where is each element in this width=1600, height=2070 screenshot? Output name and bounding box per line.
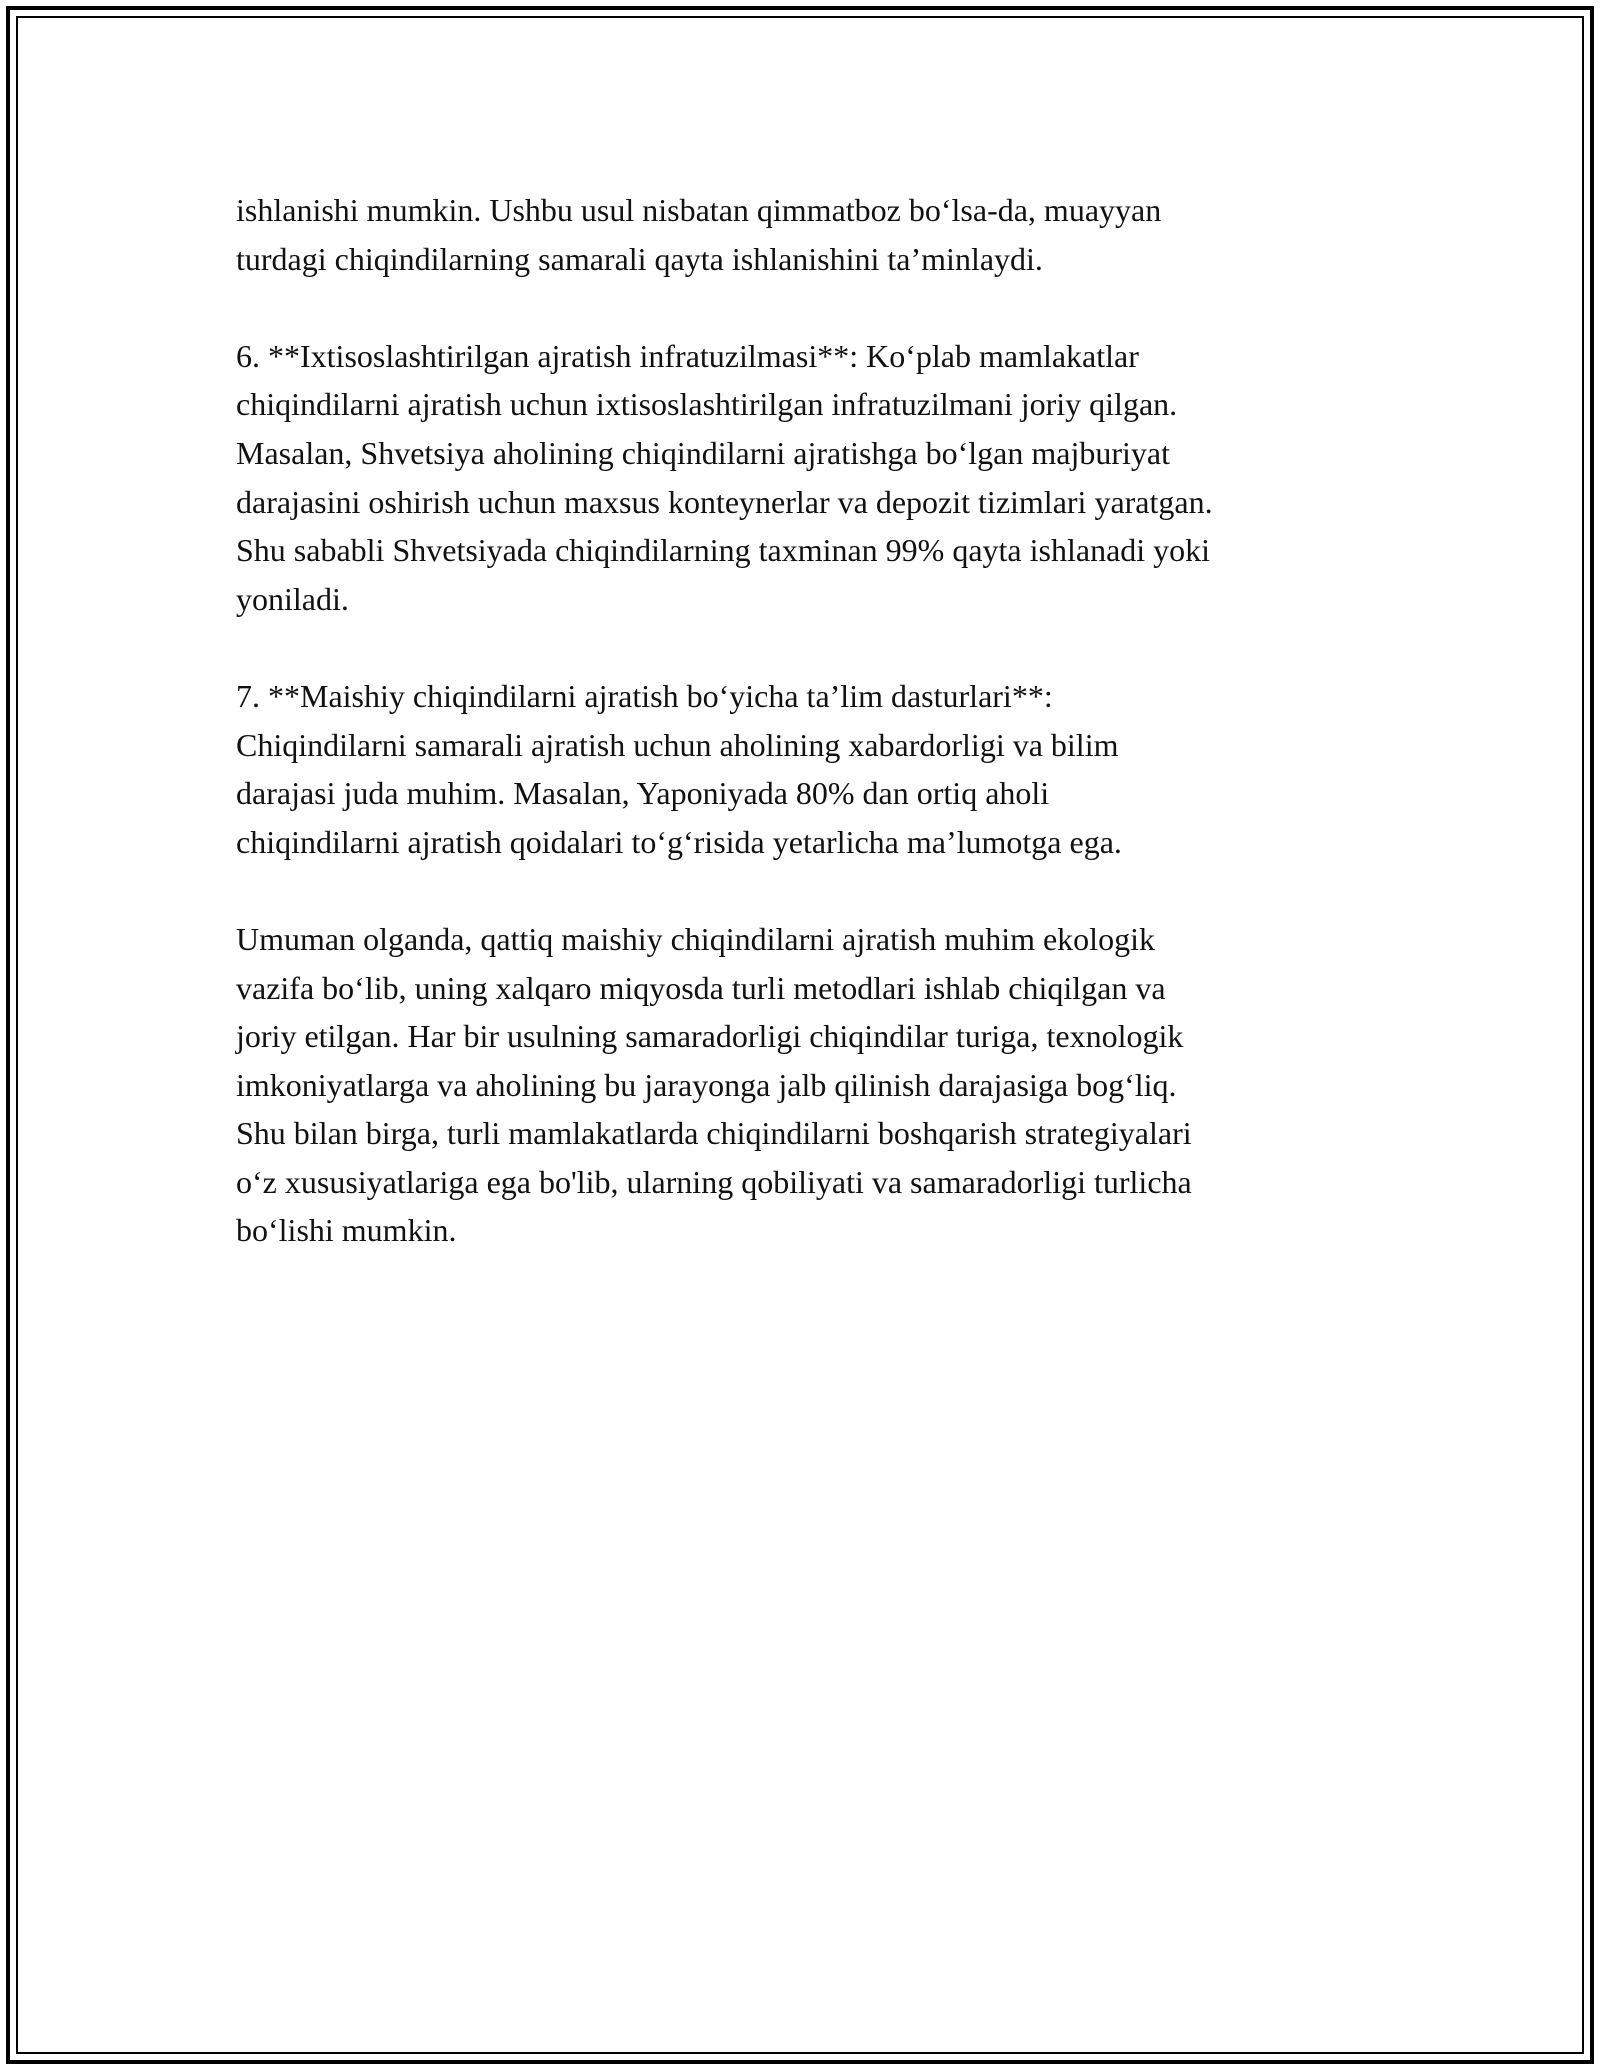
paragraph-continuation: ishlanishi mumkin. Ushbu usul nisbatan qimmatboz bo‘lsa-da, muayyan turdagi chiqindilarning samarali qayta ishlanishini ta’minlaydi.: [236, 192, 1162, 277]
document-body: [236, 186, 1366, 1304]
paragraph-conclusion: Umuman olganda, qattiq maishiy chiqindilarni ajratish muhim ekologik vazifa bo‘lib, uning xalqaro miqyosda turli metodlari ishlab chiqilgan va joriy etilgan. Har bir usulning samaradorligi chiqindilar turiga, texnologik imkoniyatlarga va aholining bu jarayonga jalb qilinish darajasiga bog‘liq. Shu bilan birga, turli mamlakatlarda chiqindilarni boshqarish strategiyalari o‘z xususiyatlariga ega bo'lib, ularning qobiliyati va samaradorligi turlicha bo‘lishi mumkin.: [236, 920, 1192, 1249]
paragraph-item-6: 6. **Ixtisoslashtirilgan ajratish infratuzilmasi**: Ko‘plab mamlakatlar chiqindilarni ajratish uchun ixtisoslashtirilgan infratuzilmani joriy qilgan. Masalan, Shvetsiya aholining chiqindilarni ajratishga bo‘lgan majburiyat darajasini oshirish uchun maxsus konteynerlar va depozit tizimlari yaratgan. Shu sababli Shvetsiyada chiqindilarning taxminan 99% qayta ishlanadi yoki yoniladi.: [236, 337, 1213, 617]
paragraph-item-7: 7. **Maishiy chiqindilarni ajratish bo‘yicha ta’lim dasturlari**: Chiqindilarni samarali ajratish uchun aholining xabardorligi va bilim darajasi juda muhim. Masalan, Yaponiyada 80% dan ortiq aholi chiqindilarni ajratish qoidalari to‘g‘risida yetarlicha ma’lumotga ega.: [236, 677, 1122, 860]
